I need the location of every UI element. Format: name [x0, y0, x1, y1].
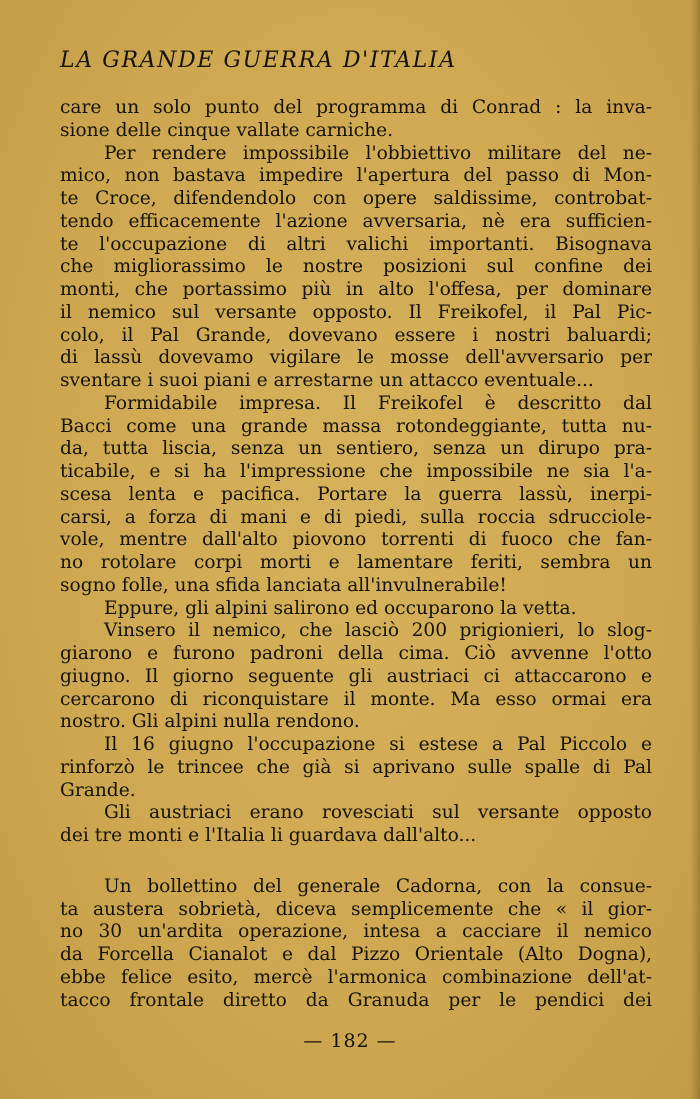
paragraph	[60, 620, 652, 734]
text-line: Il 16 giugno l'occupazione si estese a Pal Piccolo e	[104, 734, 652, 755]
text-line: Vinsero il nemico, che lasciò 200 prigionieri, lo slog-	[104, 620, 652, 642]
text-line: il nemico sul versante opposto. Il Freikofel, il Pal Pic-	[60, 301, 652, 323]
page-edge-shadow	[690, 0, 700, 1099]
text-line: che migliorassimo le nostre posizioni sul confine dei	[60, 256, 652, 278]
text-line: te Croce, difendendolo con opere saldissime, controbat-	[60, 188, 652, 209]
text-line: giugno. Il giorno seguente gli austriaci ci attaccarono e	[60, 665, 652, 687]
text-line: no 30 un'ardita operazione, intesa a cacciare il nemico	[60, 921, 652, 943]
text-line: ta austera sobrietà, diceva semplicemente che « il gior-	[60, 898, 652, 920]
text-line: sventare i suoi piani e arrestarne un attacco eventuale...	[60, 370, 594, 391]
text-line: monti, che portassimo più in alto l'offesa, per dominare	[60, 279, 652, 300]
text-line: sione delle cinque vallate carniche.	[60, 119, 393, 141]
text-line: Gli austriaci erano rovesciati sul versante opposto	[104, 802, 652, 824]
text-line: mico, non bastava impedire l'apertura del passo di Mon-	[60, 165, 652, 187]
text-line: da, tutta liscia, senza un sentiero, senza un dirupo pra-	[60, 438, 652, 460]
running-title: LA GRANDE GUERRA D'ITALIA	[60, 48, 457, 73]
text-line: di lassù dovevamo vigilare le mosse dell'avversario per	[60, 347, 652, 369]
text-line: no rotolare corpi morti e lamentare feriti, sembra un	[60, 552, 652, 573]
text-line: scesa lenta e pacifica. Portare la guerra lassù, inerpi-	[60, 483, 652, 505]
text-line: te l'occupazione di altri valichi importanti. Bisognava	[60, 233, 652, 255]
text-line: dei tre monti e l'Italia li guardava dall'alto...	[60, 825, 477, 846]
paragraph	[60, 598, 652, 621]
text-line: Grande.	[60, 779, 136, 801]
paragraph	[60, 734, 652, 802]
text-line: Bacci come una grande massa rotondeggiante, tutta nu-	[60, 415, 652, 437]
paragraph	[60, 143, 652, 393]
text-line: cercarono di riconquistare il monte. Ma esso ormai era	[60, 688, 652, 710]
text-line: giarono e furono padroni della cima. Ciò avvenne l'otto	[60, 643, 652, 664]
text-line: sogno folle, una sfida lanciata all'invulnerabile!	[60, 574, 507, 596]
body-text	[60, 97, 652, 1012]
text-line: colo, il Pal Grande, dovevano essere i nostri baluardi;	[60, 324, 652, 346]
text-line: tendo efficacemente l'azione avversaria, nè era sufficien-	[60, 210, 652, 232]
text-line: ticabile, e si ha l'impressione che impossibile ne sia l'a-	[60, 461, 652, 482]
section-gap	[60, 848, 652, 876]
paragraph	[60, 876, 652, 1013]
text-line: tacco frontale diretto da Granuda per le pendici dei	[60, 989, 652, 1011]
text-line: Eppure, gli alpini salirono ed occuparono la vetta.	[104, 597, 577, 619]
text-line: rinforzò le trincee che già si aprivano sulle spalle di Pal	[60, 756, 652, 778]
paragraph	[60, 802, 652, 848]
paragraph	[60, 393, 652, 598]
text-line: nostro. Gli alpini nulla rendono.	[60, 711, 360, 733]
text-line: da Forcella Cianalot e dal Pizzo Orientale (Alto Dogna),	[60, 944, 652, 965]
text-line: ebbe felice esito, mercè l'armonica combinazione dell'at-	[60, 966, 652, 988]
text-line: Un bollettino del generale Cadorna, con la consue-	[104, 875, 652, 897]
text-line: Per rendere impossibile l'obbiettivo militare del ne-	[104, 142, 652, 164]
text-line: care un solo punto del programma di Conrad : la inva-	[60, 97, 652, 118]
page-number: — 182 —	[303, 1030, 397, 1052]
paragraph	[60, 97, 652, 143]
text-line: vole, mentre dall'alto piovono torrenti di fuoco che fan-	[60, 529, 652, 551]
text-line: carsi, a forza di mani e di piedi, sulla roccia sdrucciole-	[60, 506, 652, 528]
text-line: Formidabile impresa. Il Freikofel è descritto dal	[104, 392, 652, 414]
